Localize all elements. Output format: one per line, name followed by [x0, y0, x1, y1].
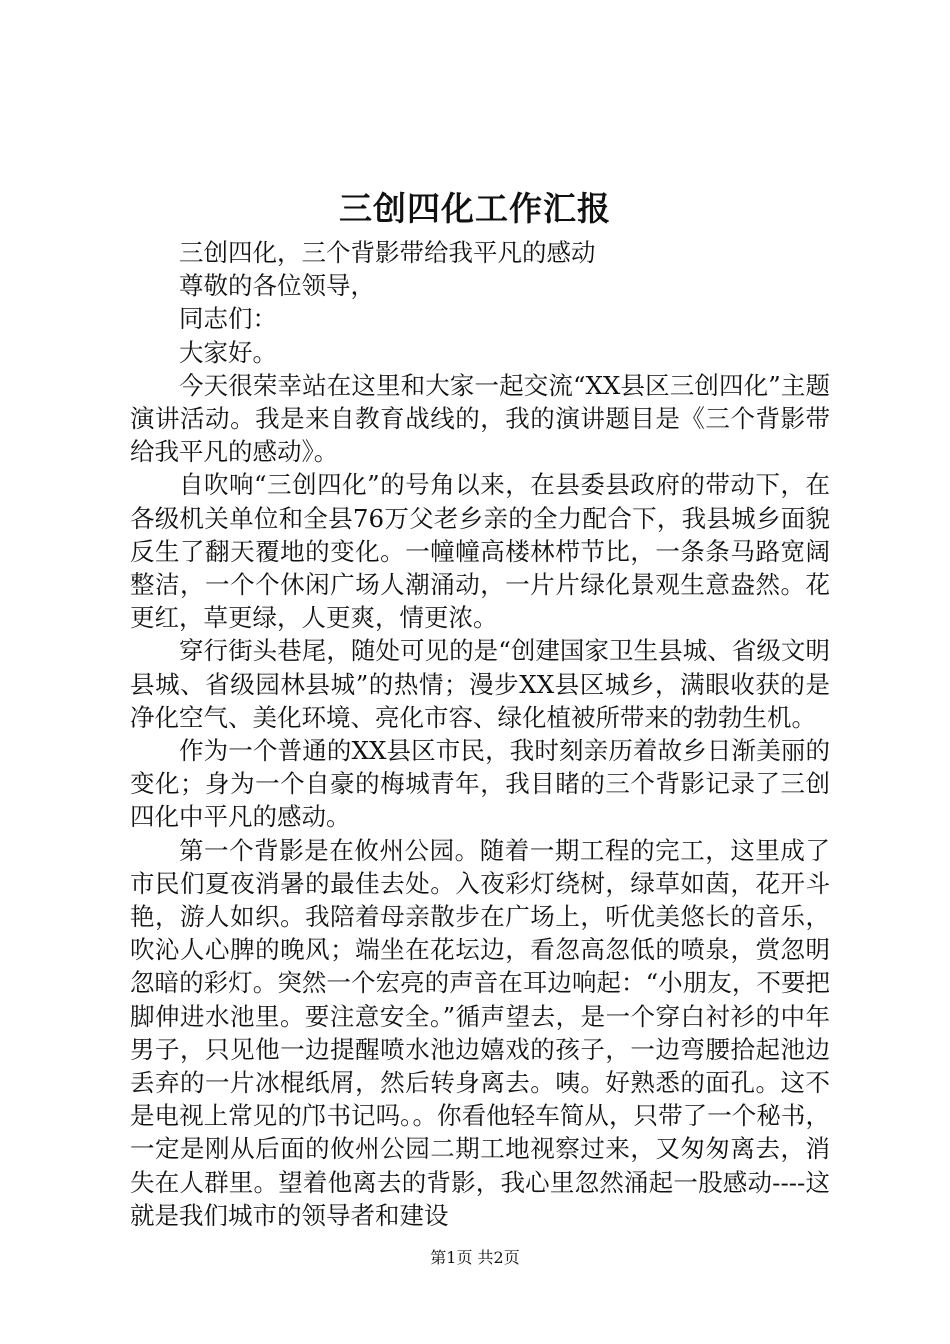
page-footer: 第1页 共2页	[430, 1248, 520, 1267]
paragraph: 自吹响“三创四化”的号角以来，在县委县政府的带动下，在各级机关单位和全县76万父老乡亲的全力配合下，我县城乡面貌反生了翻天覆地的变化。一幢幢高楼林栉节比，一条条马路宽阔整洁，一个个休闲广场人潮涌动，一片片绿化景观生意盎然。花更红，草更绿，人更爽，情更浓。	[130, 470, 830, 633]
document-body	[130, 236, 830, 1232]
paragraph-greeting: 大家好。	[179, 337, 277, 367]
paragraph-salutation: 尊敬的各位领导，	[179, 271, 375, 301]
paragraph: 第一个背影是在攸州公园。随着一期工程的完工，这里成了市民们夏夜消暑的最佳去处。入夜彩灯绕树，绿草如茵，花开斗艳，游人如织。我陪着母亲散步在广场上，听优美悠长的音乐，吹沁人心脾的晚风；端坐在花坛边，看忽高忽低的喷泉，赏忽明忽暗的彩灯。突然一个宏亮的声音在耳边响起：“小朋友，不要把脚伸进水池里。要注意安全。”循声望去，是一个穿白衬衫的中年男子，只见他一边提醒喷水池边嬉戏的孩子，一边弯腰拾起池边丢弃的一片冰棍纸屑，然后转身离去。咦。好熟悉的面孔。这不是电视上常见的邝书记吗。。你看他轻车简从，只带了一个秘书，一定是刚从后面的攸州公园二期工地视察过来，又匆匆离去，消失在人群里。望着他离去的背影，我心里忽然涌起一股感动----这就是我们城市的领导者和建设	[130, 835, 830, 1230]
paragraph: 作为一个普通的XX县区市民，我时刻亲历着故乡日渐美丽的变化；身为一个自豪的梅城青年，我目睹的三个背影记录了三创四化中平凡的感动。	[130, 736, 830, 832]
document-title: 三创四化工作汇报	[339, 189, 611, 228]
paragraph: 穿行街头巷尾，随处可见的是“创建国家卫生县城、省级文明县城、省级园林县城”的热情；漫步XX县区城乡，满眼收获的是净化空气、美化环境、亮化市容、绿化植被所带来的勃勃生机。	[130, 636, 830, 732]
paragraph-subtitle: 三创四化，三个背影带给我平凡的感动	[179, 238, 596, 267]
paragraph: 今天很荣幸站在这里和大家一起交流“XX县区三创四化”主题演讲活动。我是来自教育战线的，我的演讲题目是《三个背影带给我平凡的感动》。	[130, 370, 830, 467]
paragraph-comrades: 同志们：	[179, 304, 277, 334]
